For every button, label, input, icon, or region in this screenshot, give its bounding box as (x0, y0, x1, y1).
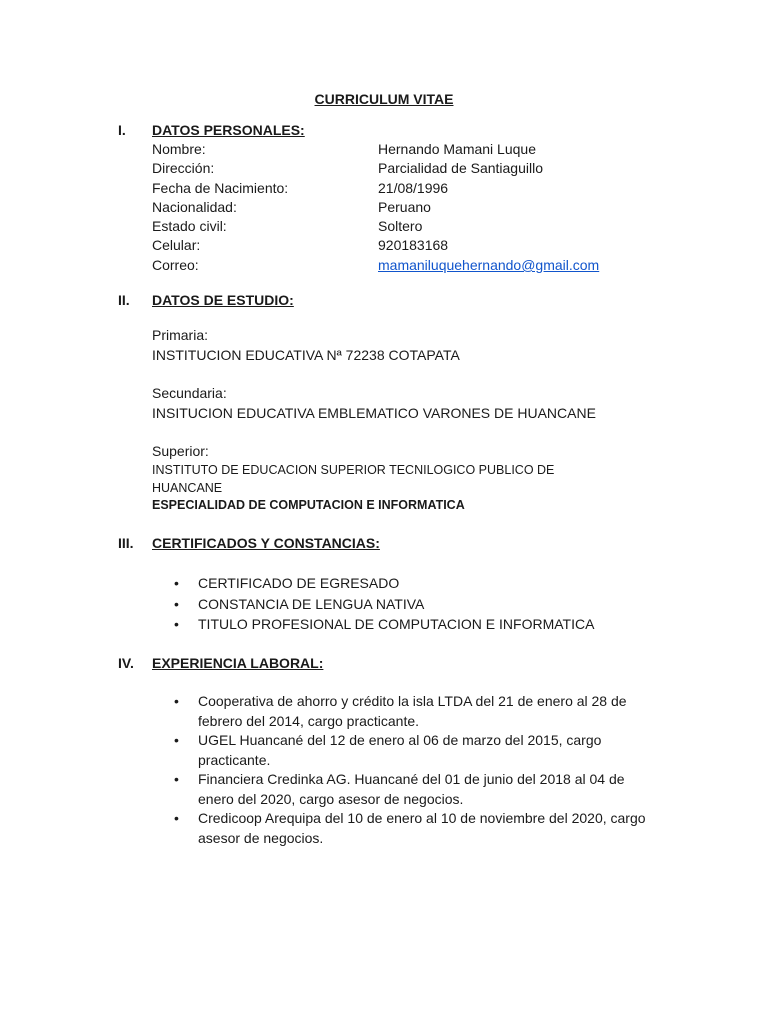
list-item (174, 573, 674, 594)
value-secundaria: INSITUCION EDUCATIVA EMBLEMATICO VARONES DE HUANCANE (152, 405, 596, 421)
document-title: CURRICULUM VITAE (314, 91, 454, 107)
bullet-icon: • (174, 616, 179, 632)
label-nombre: Nombre: (152, 141, 206, 157)
bullet-icon: • (174, 575, 179, 591)
list-item (174, 731, 649, 770)
label-superior: Superior: (152, 443, 209, 459)
certificates-list (174, 573, 674, 635)
label-nacionalidad: Nacionalidad: (152, 199, 237, 215)
experience-text: UGEL Huancané del 12 de enero al 06 de marzo del 2015, cargo practicante. (198, 732, 602, 768)
experience-text: Credicoop Arequipa del 10 de enero al 10 de noviembre del 2020, cargo asesor de negocios. (198, 810, 646, 846)
label-secundaria: Secundaria: (152, 385, 227, 401)
section-title-experience: EXPERIENCIA LABORAL: (152, 655, 324, 671)
section-number-3: III. (118, 535, 134, 551)
bullet-icon: • (174, 771, 179, 787)
bullet-icon: • (174, 595, 179, 612)
experience-text: Financiera Credinka AG. Huancané del 01 de junio del 2018 al 04 de enero del 2020, cargo asesor de negocios. (198, 771, 625, 807)
label-fecha-nacimiento: Fecha de Nacimiento: (152, 180, 289, 196)
certificate-text: CONSTANCIA DE LENGUA NATIVA (198, 595, 425, 612)
value-primaria: INSTITUCION EDUCATIVA Nª 72238 COTAPATA (152, 347, 460, 363)
list-item (174, 594, 674, 615)
experience-text: Cooperativa de ahorro y crédito la isla LTDA del 21 de enero al 28 de febrero del 2014, cargo practicante. (198, 693, 627, 729)
value-superior: INSTITUTO DE EDUCACION SUPERIOR TECNILOGICO PUBLICO DE HUANCANE (152, 463, 555, 495)
section-number-1: I. (118, 122, 126, 138)
section-number-4: IV. (118, 655, 134, 671)
section-number-2: II. (118, 292, 130, 308)
list-item (174, 770, 649, 809)
label-celular: Celular: (152, 237, 201, 253)
label-direccion: Dirección: (152, 160, 215, 176)
list-item (174, 692, 649, 731)
section-title-certificates: CERTIFICADOS Y CONSTANCIAS: (152, 535, 380, 551)
experience-list (174, 692, 649, 848)
label-estado-civil: Estado civil: (152, 218, 227, 234)
section-title-personal: DATOS PERSONALES: (152, 122, 305, 138)
certificate-text: TITULO PROFESIONAL DE COMPUTACION E INFORMATICA (198, 616, 595, 632)
value-direccion: Parcialidad de Santiaguillo (378, 160, 543, 176)
value-estado-civil: Soltero (378, 218, 423, 234)
value-celular: 920183168 (378, 237, 449, 253)
section-title-studies: DATOS DE ESTUDIO: (152, 292, 294, 308)
bullet-icon: • (174, 693, 179, 709)
value-nombre: Hernando Mamani Luque (378, 141, 536, 157)
label-correo: Correo: (152, 257, 199, 273)
bullet-icon: • (174, 810, 179, 826)
email-link[interactable]: mamaniluquehernando@gmail.com (378, 257, 600, 273)
bullet-icon: • (174, 732, 179, 748)
list-item (174, 809, 649, 848)
label-primaria: Primaria: (152, 327, 209, 343)
list-item (174, 614, 674, 635)
value-fecha-nacimiento: 21/08/1996 (378, 180, 449, 196)
certificate-text: CERTIFICADO DE EGRESADO (198, 575, 400, 591)
value-nacionalidad: Peruano (378, 199, 431, 215)
value-especialidad: ESPECIALIDAD DE COMPUTACION E INFORMATICA (152, 498, 465, 512)
